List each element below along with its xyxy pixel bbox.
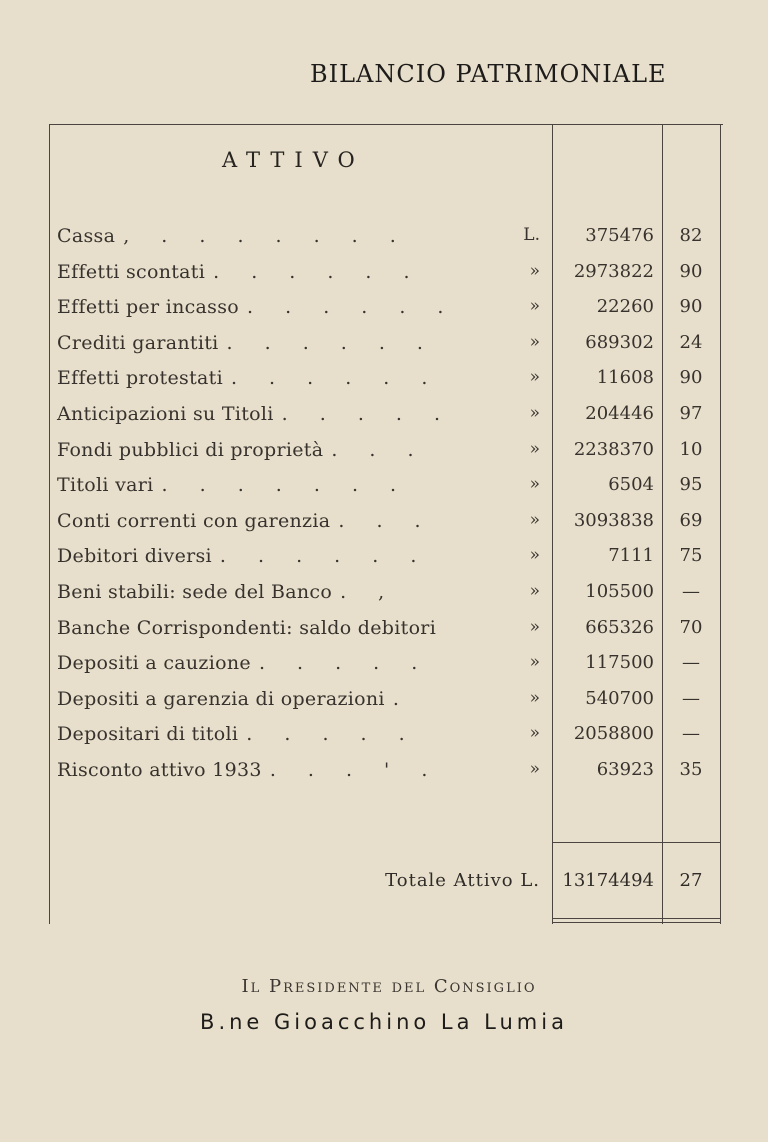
row-cents: 97 [679,403,703,424]
row-leader-dots: . , [340,581,398,603]
row-label: Depositari di titoli [57,723,239,746]
row-leader-dots: . . . . . [281,403,454,425]
row-currency-mark: » [529,296,540,317]
row-amount: 105500 [585,581,654,602]
table-top-rule [49,124,723,125]
row-cents: 90 [679,367,703,389]
row-leader-dots: . . . . . . [247,296,457,319]
table-row [0,367,768,403]
row-label: Fondi pubblici di proprietà [57,438,324,461]
total-cents: 27 [679,870,703,891]
row-currency-mark: L. [523,225,540,245]
table-row [0,545,768,581]
table-row [0,510,768,546]
row-amount: 375476 [585,225,654,246]
row-cents: — [682,652,700,674]
row-currency-mark: » [529,545,540,566]
row-amount: 2058800 [573,723,654,745]
row-label: Cassa [57,225,116,247]
row-amount: 665326 [585,616,654,638]
row-amount: 22260 [596,296,654,318]
row-amount: 2238370 [573,438,654,460]
table-row [0,759,768,795]
row-currency-mark: » [529,759,540,779]
row-label: Depositi a garenzia di operazioni [57,687,385,710]
row-label: Risconto attivo 1933 [57,759,262,781]
row-currency-mark: » [529,723,540,744]
row-currency-mark: » [529,260,540,281]
row-label: Effetti protestati [57,367,223,390]
table-row [0,225,768,261]
row-currency-mark: » [529,438,540,459]
row-currency-mark: » [529,652,540,673]
row-cents: 10 [679,438,703,460]
total-amount: 13174494 [562,870,654,891]
page-title: BILANCIO PATRIMONIALE [310,60,667,88]
row-amount: 11608 [596,367,654,389]
row-leader-dots: . . . [331,438,427,461]
row-currency-mark: » [529,403,540,423]
row-leader-dots: . . . . . . [230,367,441,390]
row-cents: 24 [679,331,703,353]
row-currency-mark: » [529,581,540,601]
row-label: Banche Corrispondenti: saldo debitori [57,616,437,639]
table-row [0,261,768,297]
row-currency-mark: » [529,474,540,495]
row-cents: — [682,723,700,745]
total-bottom-rule [553,918,720,919]
row-cents: 82 [679,225,703,246]
row-leader-dots: . . . . . [246,723,418,746]
row-cents: 70 [679,616,703,638]
table-row [0,296,768,332]
row-amount: 7111 [608,545,654,567]
row-cents: 90 [679,296,703,318]
row-leader-dots: . . . . . . [213,260,423,283]
row-label: Crediti garantiti [57,331,219,354]
row-cents: — [682,687,700,709]
signature-role: Il Presidente del Consiglio [241,976,537,997]
row-currency-mark: » [529,367,540,388]
signature-name: B.ne Gioacchino La Lumia [200,1010,568,1034]
table-row [0,617,768,653]
row-label: Beni stabili: sede del Banco [57,581,333,603]
row-cents: 90 [679,260,703,282]
row-amount: 63923 [596,759,654,780]
total-top-rule [553,842,720,843]
row-currency-mark: » [529,331,540,352]
row-amount: 3093838 [573,509,654,531]
table-row [0,688,768,724]
row-cents: 75 [679,545,703,567]
row-amount: 540700 [585,687,654,709]
row-label: Debitori diversi [57,545,212,568]
total-double-rule [553,922,720,923]
row-leader-dots: . . . . . . . [161,474,410,497]
row-currency-mark: » [529,509,540,530]
row-leader-dots: . . . . . . [226,331,436,354]
row-label: Effetti scontati [57,260,206,283]
row-cents: — [682,581,700,602]
row-leader-dots: , . . . . . . . [123,225,409,247]
row-cents: 69 [679,509,703,531]
row-currency-mark: » [529,616,540,637]
row-amount: 117500 [585,652,654,674]
row-label: Conti correnti con garenzia [57,509,331,532]
table-row [0,403,768,439]
total-label: Totale Attivo L. [385,870,540,891]
row-amount: 2973822 [573,260,654,282]
row-amount: 204446 [585,403,654,424]
table-row [0,332,768,368]
table-row [0,439,768,475]
row-amount: 6504 [608,474,654,496]
row-leader-dots: . . . . . [258,652,431,675]
row-leader-dots: . . . . . . [219,545,430,568]
row-amount: 689302 [585,331,654,353]
row-leader-dots: . . . [338,509,434,532]
row-leader-dots: . [392,687,412,710]
table-row [0,723,768,759]
row-cents: 95 [679,474,703,496]
row-currency-mark: » [529,687,540,708]
section-heading: ATTIVO [222,148,365,172]
row-label: Effetti per incasso [57,296,240,319]
row-label: Anticipazioni su Titoli [57,403,274,425]
row-label: Titoli vari [57,474,154,497]
row-leader-dots: . . . ' . [269,759,441,781]
table-row [0,652,768,688]
row-label: Depositi a cauzione [57,652,251,675]
table-row [0,581,768,617]
table-row [0,474,768,510]
row-cents: 35 [679,759,703,780]
